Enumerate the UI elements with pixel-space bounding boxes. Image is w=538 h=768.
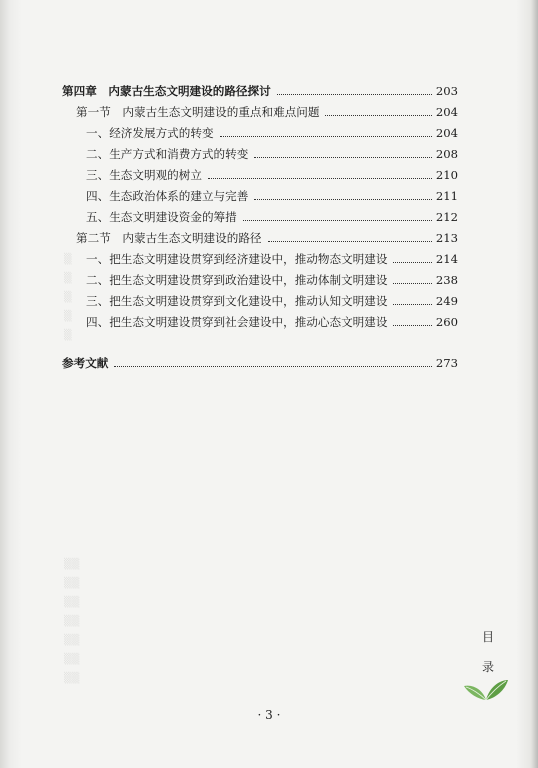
- dot-leader: [393, 324, 431, 326]
- toc-entry-label: 一、经济发展方式的转变: [86, 126, 214, 140]
- dot-leader: [393, 261, 431, 263]
- toc-page-number: 273: [435, 356, 458, 370]
- toc-page-number: 213: [435, 231, 458, 245]
- dot-leader: [393, 282, 431, 284]
- page-edge-shadow: [530, 0, 538, 768]
- toc-subsection-entry[interactable]: [62, 122, 458, 140]
- toc-entry-label: 四、把生态文明建设贯穿到社会建设中，推动心态文明建设: [86, 315, 388, 329]
- toc-subsection-entry[interactable]: [62, 311, 458, 329]
- toc-entry-label: 一、把生态文明建设贯穿到经济建设中，推动物态文明建设: [86, 252, 388, 266]
- toc-entry-label: 四、生态政治体系的建立与完善: [86, 189, 249, 203]
- toc-entry-label: 参考文献: [62, 356, 109, 370]
- dot-leader: [243, 219, 432, 221]
- toc-chapter-entry[interactable]: [62, 80, 458, 98]
- toc-page-number: 211: [435, 189, 458, 203]
- toc-page-number: 204: [435, 105, 458, 119]
- dot-leader: [325, 114, 431, 116]
- toc-subsection-entry[interactable]: [62, 206, 458, 224]
- toc-entry-label: 第四章 内蒙古生态文明建设的路径探讨: [62, 84, 271, 98]
- toc-subsection-entry[interactable]: [62, 290, 458, 308]
- bleed-through-text: ▒ ▒ ▒ ▒ ▒: [64, 254, 72, 341]
- dot-leader: [220, 135, 432, 137]
- side-tab-char: 录: [481, 660, 494, 674]
- toc-page-number: 203: [435, 84, 458, 98]
- toc-references-entry[interactable]: [62, 352, 458, 370]
- dot-leader: [254, 156, 432, 158]
- side-tab-char: 目: [481, 630, 494, 644]
- toc-page-number: 238: [435, 273, 458, 287]
- toc-subsection-entry[interactable]: [62, 164, 458, 182]
- toc-subsection-entry[interactable]: [62, 248, 458, 266]
- toc-page-number: 214: [435, 252, 458, 266]
- toc-page-number: 208: [435, 147, 458, 161]
- toc-entry-label: 第二节 内蒙古生态文明建设的路径: [76, 231, 262, 245]
- toc-page-number: 249: [435, 294, 458, 308]
- toc-entry-label: 五、生态文明建设资金的筹措: [86, 210, 237, 224]
- leaf-sprout-icon: [463, 672, 509, 702]
- dot-leader: [393, 303, 431, 305]
- toc-entry-label: 二、把生态文明建设贯穿到政治建设中，推动体制文明建设: [86, 273, 388, 287]
- toc-subsection-entry[interactable]: [62, 185, 458, 203]
- toc-entry-label: 二、生产方式和消费方式的转变: [86, 147, 249, 161]
- dot-leader: [114, 365, 431, 367]
- toc-section-entry[interactable]: [62, 101, 458, 119]
- toc-entry-label: 三、把生态文明建设贯穿到文化建设中，推动认知文明建设: [86, 294, 388, 308]
- bleed-through-text: ▒▒ ▒▒ ▒▒ ▒▒ ▒▒ ▒▒ ▒▒: [64, 559, 80, 684]
- page-number-footer: · 3 ·: [257, 708, 281, 722]
- toc-entry-label: 第一节 内蒙古生态文明建设的重点和难点问题: [76, 105, 320, 119]
- toc-entry-label: 三、生态文明观的树立: [86, 168, 202, 182]
- toc-page-number: 212: [435, 210, 458, 224]
- toc-subsection-entry[interactable]: [62, 143, 458, 161]
- toc-page-number: 260: [435, 315, 458, 329]
- toc-section-entry[interactable]: [62, 227, 458, 245]
- toc-page-number: 204: [435, 126, 458, 140]
- dot-leader: [277, 93, 432, 95]
- dot-leader: [208, 177, 432, 179]
- dot-leader: [268, 240, 432, 242]
- dot-leader: [254, 198, 432, 200]
- toc-page-number: 210: [435, 168, 458, 182]
- toc-subsection-entry[interactable]: [62, 269, 458, 287]
